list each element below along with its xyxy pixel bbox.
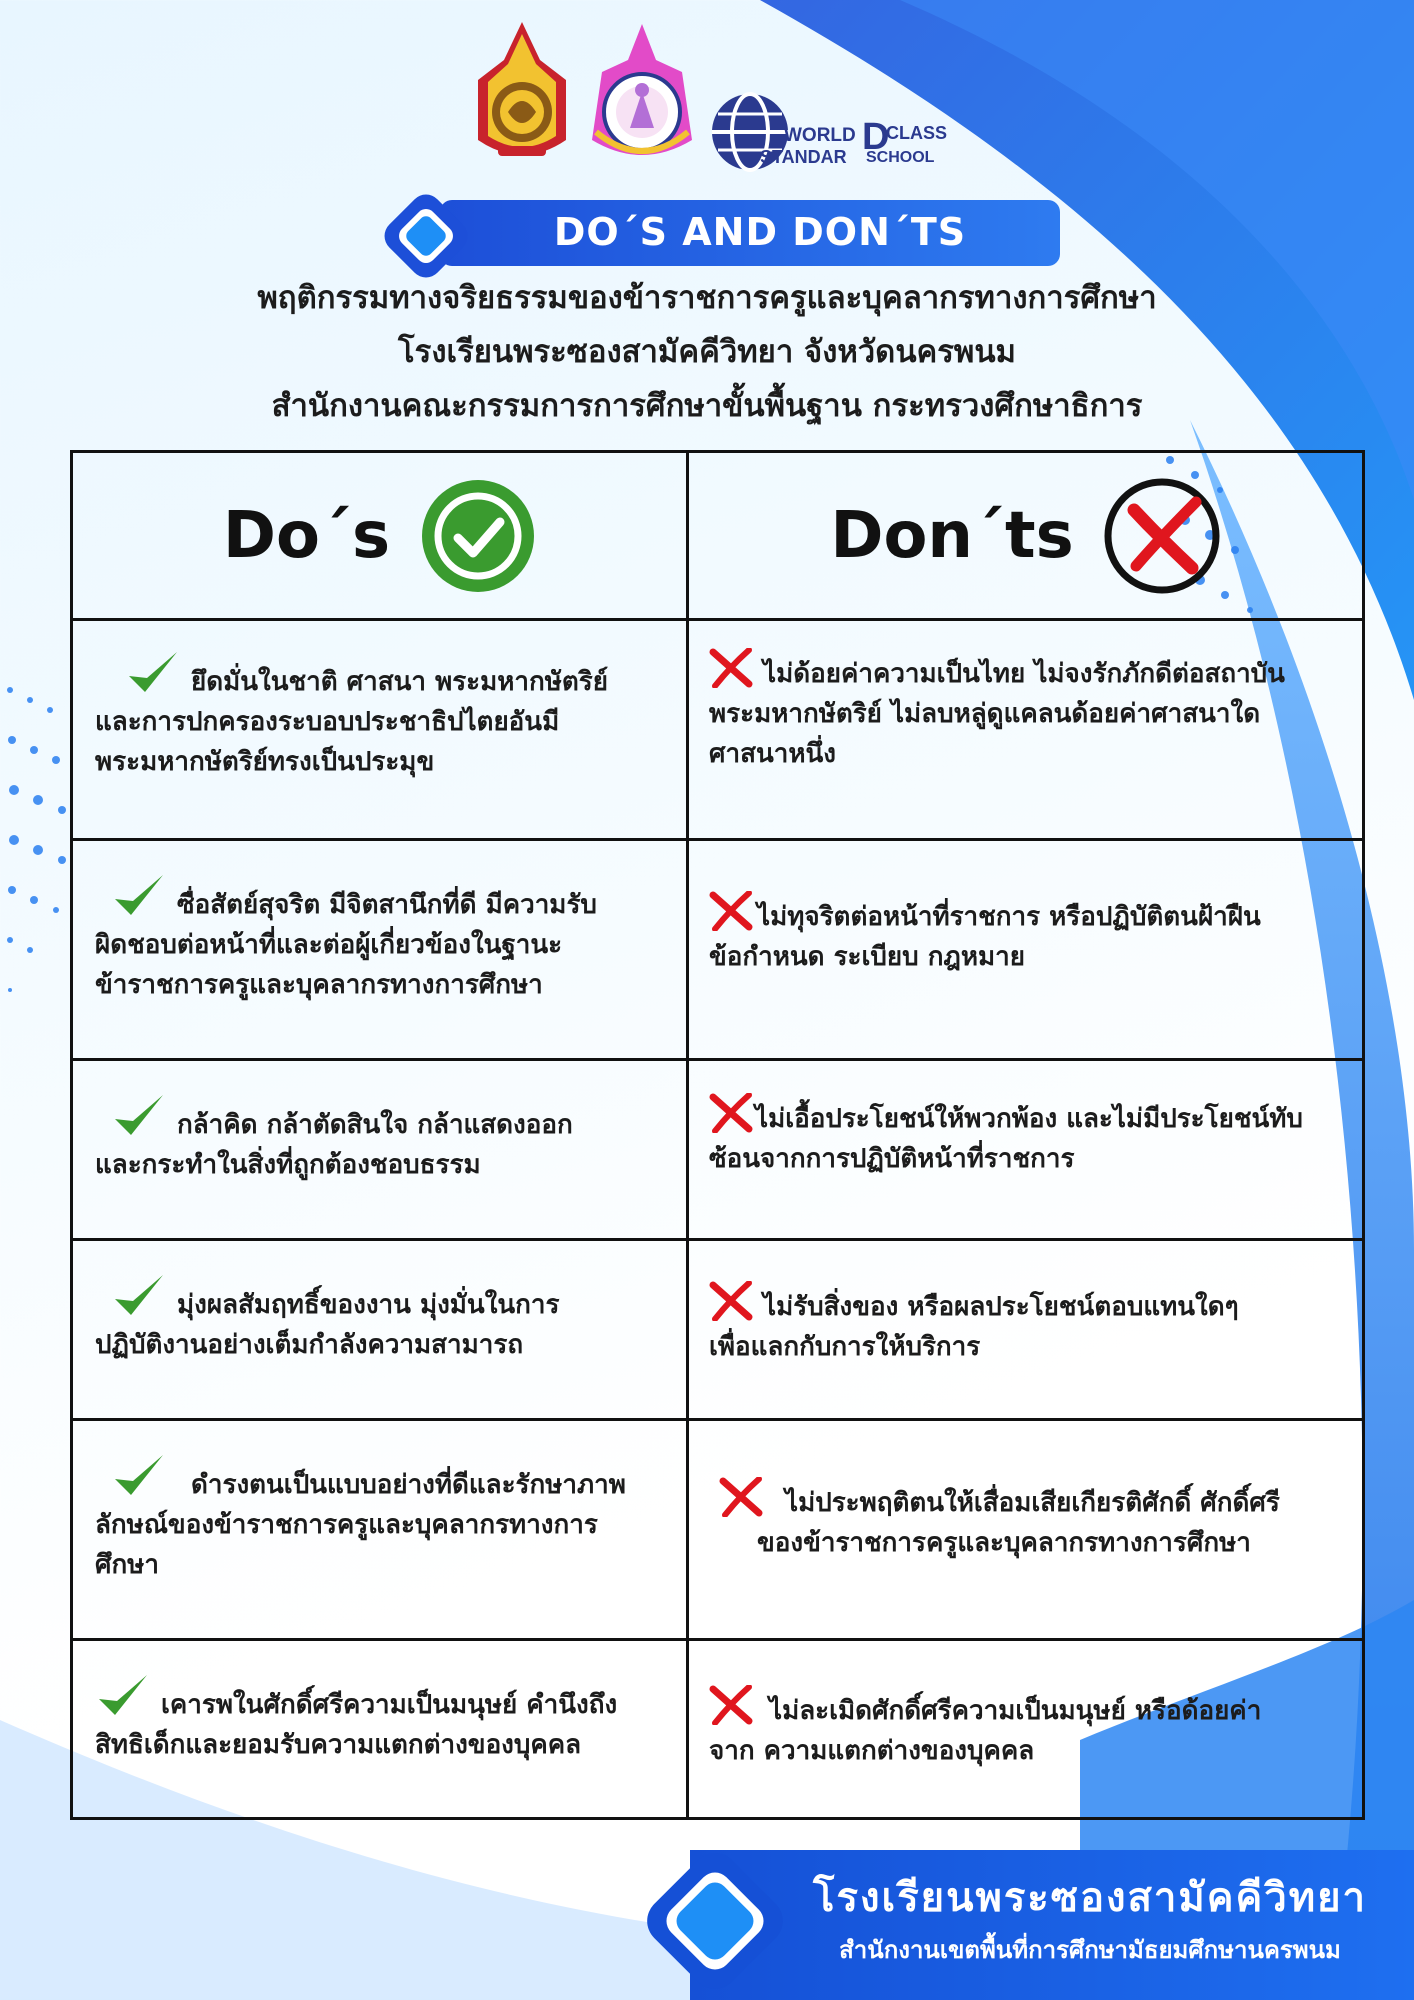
row-divider [73,618,1362,621]
donts-item-5 [719,1477,1359,1563]
donts-item-1 [709,648,1359,774]
dos-item-line: เคารพในศักดิ์ศรีความเป็นมนุษย์ คำนึงถึง [95,1671,675,1725]
dos-item-line: สิทธิเด็กและยอมรับความแตกต่างของบุคคล [95,1730,582,1760]
row-divider [73,1418,1362,1421]
red-x-icon [709,891,753,931]
dos-item-line: และการปกครองระบอบประชาธิปไตยอันมี [95,707,560,737]
footer-school-name: โรงเรียนพระซองสามัคคีวิทยา [813,1875,1367,1921]
dos-header: Do´s [222,498,391,573]
donts-item-line: ไม่ด้อยค่าความเป็นไทย ไม่จงรักภักดีต่อสถาบัน [709,648,1359,694]
wcs-world: WORLD [784,125,856,146]
dos-item-line: กล้าคิด กล้าตัดสินใจ กล้าแสดงออก [95,1091,675,1145]
dos-item-line: พระมหากษัตริย์ทรงเป็นประมุข [95,747,435,777]
dos-donts-table [70,450,1365,1820]
donts-item-line: ไม่เอื้อประโยชน์ให้พวกพ้อง และไม่มีประโยชน์ทับ [709,1093,1359,1139]
donts-item-line: ข้อกำหนด ระเบียบ กฎหมาย [709,942,1025,972]
donts-item-6 [709,1685,1359,1771]
dos-item-line: ผิดชอบต่อหน้าที่และต่อผู้เกี่ยวข้องในฐานะ [95,930,563,960]
row-divider [73,1238,1362,1241]
school-seal-icon [582,20,702,170]
donts-item-2 [709,891,1359,977]
dos-item-4 [95,1271,675,1365]
red-x-icon [709,1093,753,1133]
red-x-icon [709,1685,753,1725]
red-x-icon [709,1281,753,1321]
dos-header-cell [73,453,686,618]
checkmark-icon [111,1451,167,1499]
cross-circle-icon [1100,474,1224,598]
dos-item-line: ข้าราชการครูและบุคลากรทางการศึกษา [95,970,543,1000]
column-divider [686,453,689,1817]
checkmark-icon [111,1091,167,1139]
wcs-school: SCHOOL [866,149,935,166]
checkmark-icon [95,1671,151,1719]
red-x-icon [709,648,753,688]
subtitle-line-2: โรงเรียนพระซองสามัคคีวิทยา จังหวัดนครพนม [398,334,1016,370]
dos-item-6 [95,1671,675,1765]
donts-item-line: ไม่ประพฤติตนให้เสื่อมเสียเกียรติศักดิ์ ศักดิ์ศรี [719,1477,1359,1523]
logo-row [0,20,1414,180]
wcs-standard: STANDAR [760,147,847,167]
wcs-d: D [862,116,890,158]
donts-item-line: เพื่อแลกกับการให้บริการ [709,1332,981,1362]
dos-item-line: ศึกษา [95,1550,159,1580]
subtitle-line-1: พฤติกรรมทางจริยธรรมของข้าราชการครูและบุคลากรทางการศึกษา [257,280,1157,316]
donts-item-line: จาก ความแตกต่างของบุคคล [709,1736,1035,1766]
dos-item-line: มุ่งผลสัมฤทธิ์ของงาน มุ่งมั่นในการ [95,1271,675,1325]
subtitle-line-3: สำนักงานคณะกรรมการการศึกษาขั้นพื้นฐาน กระทรวงศึกษาธิการ [271,388,1143,424]
title-diamond-icon [378,188,474,284]
row-divider [73,838,1362,841]
checkmark-icon [111,871,167,919]
check-circle-icon [420,478,536,594]
donts-item-line: ศาสนาหนึ่ง [709,739,836,769]
wcs-class: CLASS [886,123,948,143]
donts-item-4 [709,1281,1359,1367]
donts-item-line: ไม่ละเมิดศักดิ์ศรีความเป็นมนุษย์ หรือด้อยค่า [709,1685,1359,1731]
dos-item-line: ลักษณ์ของข้าราชการครูและบุคลากรทางการ [95,1510,598,1540]
donts-item-line: ของข้าราชการครูและบุคลากรทางการศึกษา [757,1528,1251,1558]
page-title: DO´S AND DON´TS [553,210,967,254]
dos-item-2 [95,871,675,1005]
donts-item-3 [709,1093,1359,1179]
donts-header: Don´ts [830,498,1074,573]
dos-item-line: ยึดมั่นในชาติ ศาสนา พระมหากษัตริย์ [95,648,675,702]
donts-item-line: ไม่รับสิ่งของ หรือผลประโยชน์ตอบแทนใดๆ [709,1281,1359,1327]
donts-item-line: ซ้อนจากการปฏิบัติหน้าที่ราชการ [709,1144,1075,1174]
dos-item-line: ซื่อสัตย์สุจริต มีจิตสานึกที่ดี มีความรับ [95,871,675,925]
dos-item-3 [95,1091,675,1185]
dos-item-5 [95,1451,675,1585]
checkmark-icon [125,648,181,696]
dos-item-line: ดำรงตนเป็นแบบอย่างที่ดีและรักษาภาพ [95,1451,675,1505]
donts-item-line: ไม่ทุจริตต่อหน้าที่ราชการ หรือปฏิบัติตนฝ้าฝืน [709,891,1359,937]
row-divider [73,1638,1362,1641]
dos-item-line: และกระทำในสิ่งที่ถูกต้องชอบธรรม [95,1150,481,1180]
red-x-icon [719,1477,763,1517]
footer-office: สำนักงานเขตพื้นที่การศึกษามัธยมศึกษานครพนม [839,1936,1341,1964]
dos-item-1 [95,648,675,782]
row-divider [73,1058,1362,1061]
donts-header-cell [689,453,1365,618]
ministry-seal-icon [468,20,576,170]
checkmark-icon [111,1271,167,1319]
dos-item-line: ปฏิบัติงานอย่างเต็มกำลังความสามารถ [95,1330,524,1360]
donts-item-line: พระมหากษัตริย์ ไม่ลบหลู่ดูแคลนด้อยค่าศาสนาใด [709,699,1261,729]
